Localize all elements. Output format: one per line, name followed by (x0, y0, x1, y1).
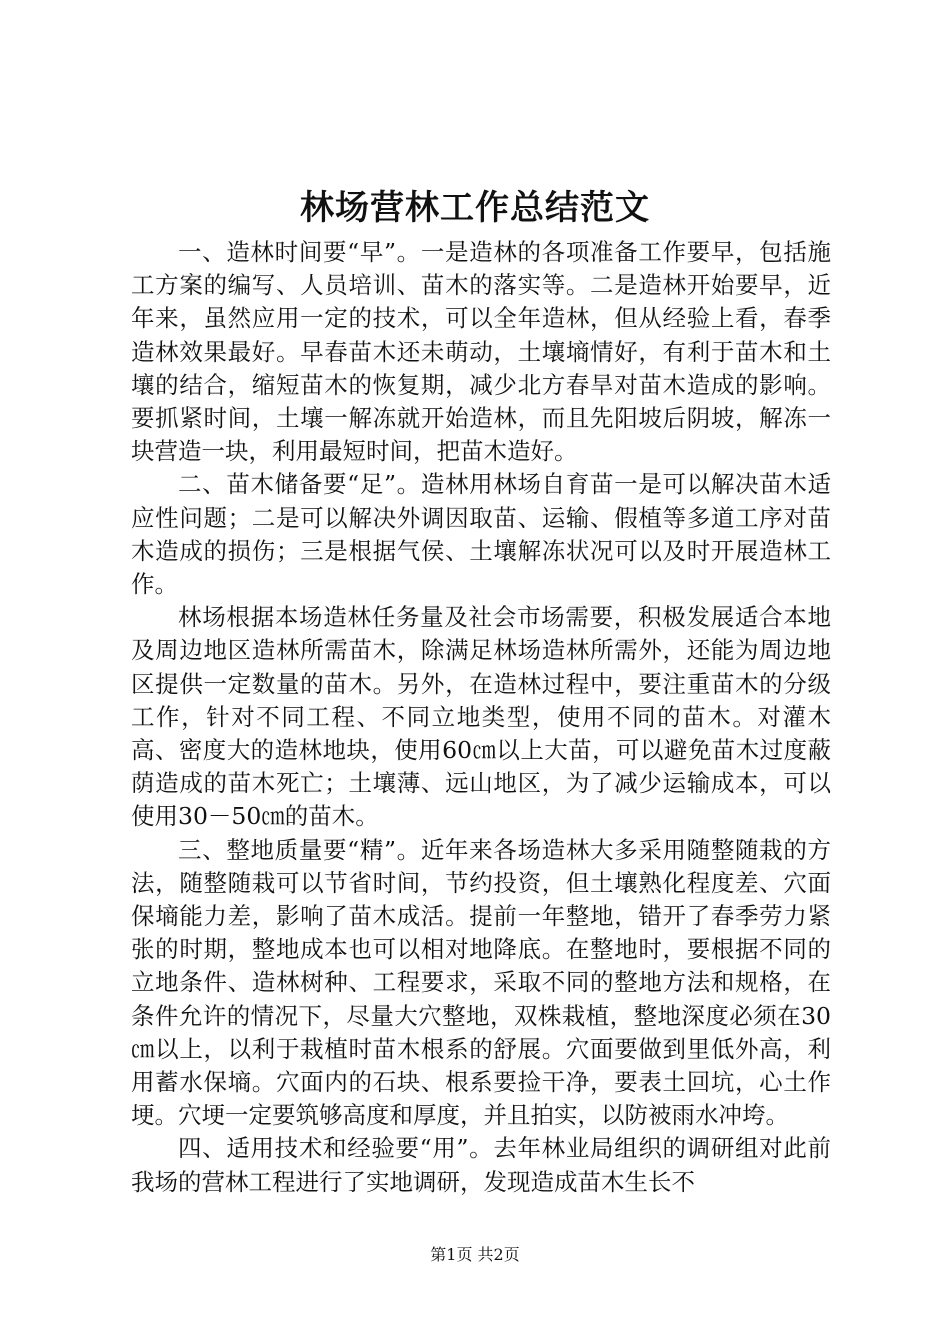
document-body (131, 236, 831, 1199)
paragraph-5: 四、适用技术和经验要“用”。去年林业局组织的调研组对此前我场的营林工程进行了实地调研，发现造成苗木生长不 (131, 1134, 831, 1196)
document-title: 林场营林工作总结范文 (300, 188, 650, 228)
paragraph-3: 林场根据本场造林任务量及社会市场需要，积极发展适合本地及周边地区造林所需苗木，除满足林场造林所需外，还能为周边地区提供一定数量的苗木。另外，在造林过程中，要注重苗木的分级工作，针对不同工程、不同立地类型，使用不同的苗木。对灌木高、密度大的造林地块，使用60㎝以上大苗，可以避免苗木过度蔽荫造成的苗木死亡；土壤薄、远山地区，为了减少运输成本，可以使用30－50㎝的苗木。 (131, 603, 831, 831)
page-number-footer: 第1页 共2页 (430, 1245, 520, 1264)
paragraph-2: 二、苗木储备要“足”。造林用林场自育苗一是可以解决苗木适应性问题；二是可以解决外调因取苗、运输、假植等多道工序对苗木造成的损伤；三是根据气侯、土壤解冻状况可以及时开展造林工作。 (131, 470, 831, 599)
paragraph-1: 一、造林时间要“早”。一是造林的各项准备工作要早，包括施工方案的编写、人员培训、苗木的落实等。二是造林开始要早，近年来，虽然应用一定的技术，可以全年造林，但从经验上看，春季造林效果最好。早春苗木还未萌动，土壤墒情好，有利于苗木和土壤的结合，缩短苗木的恢复期，减少北方春旱对苗木造成的影响。要抓紧时间，土壤一解冻就开始造林，而且先阳坡后阴坡，解冻一块营造一块，利用最短时间，把苗木造好。 (131, 238, 831, 466)
paragraph-4: 三、整地质量要“精”。近年来各场造林大多采用随整随栽的方法，随整随栽可以节省时间，节约投资，但土壤熟化程度差、穴面保墒能力差，影响了苗木成活。提前一年整地，错开了春季劳力紧张的时期，整地成本也可以相对地降底。在整地时，要根据不同的立地条件、造林树种、工程要求，采取不同的整地方法和规格，在条件允许的情况下，尽量大穴整地，双株栽植，整地深度必须在30㎝以上，以利于栽植时苗木根系的舒展。穴面要做到里低外高，利用蓄水保墒。穴面内的石块、根系要捡干净，要表土回坑，心土作埂。穴埂一定要筑够高度和厚度，并且拍实，以防被雨水冲垮。 (131, 835, 831, 1130)
